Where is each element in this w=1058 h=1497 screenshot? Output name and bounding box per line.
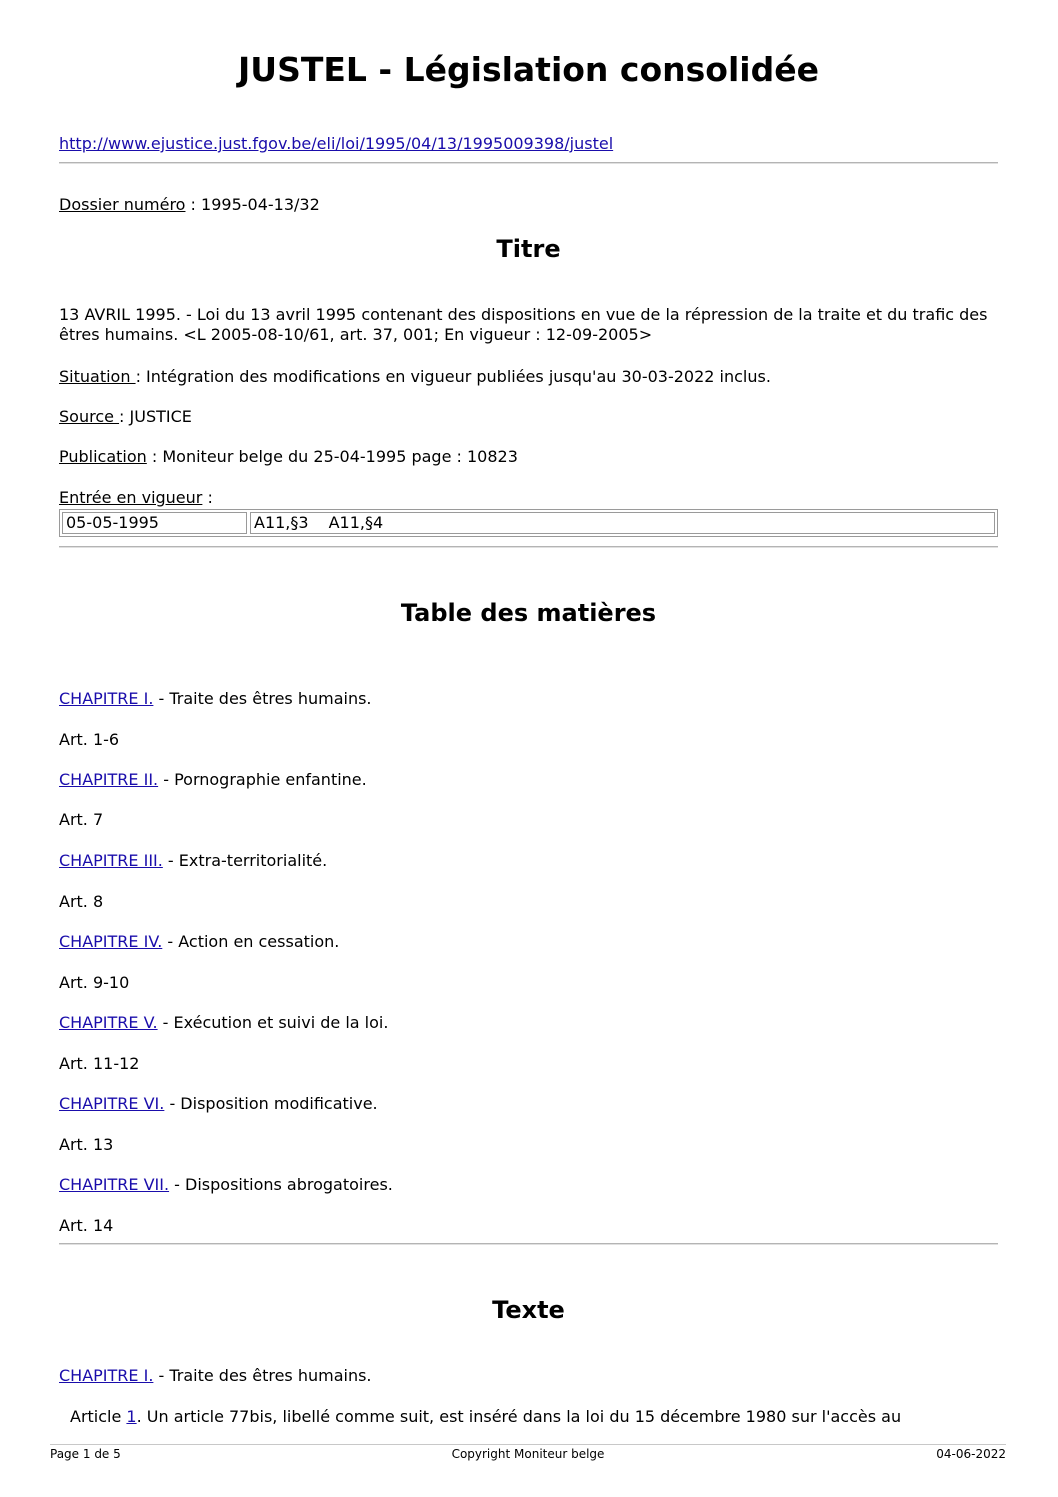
toc-articles: Art. 1-6 bbox=[59, 730, 120, 749]
publication-label: Publication bbox=[59, 447, 147, 466]
toc-entry bbox=[59, 770, 367, 790]
toc-entry bbox=[59, 851, 327, 871]
toc-chapter-title: - Traite des êtres humains. bbox=[153, 689, 372, 708]
situation-value: : Intégration des modifications en vigueur publiées jusqu'au 30-03-2022 inclus. bbox=[135, 367, 771, 386]
toc-articles: Art. 9-10 bbox=[59, 973, 130, 992]
titre-text: 13 AVRIL 1995. - Loi du 13 avril 1995 contenant des dispositions en vue de la répression de la traite et du trafic des êtres humains. <L 2005-08-10/61, art. 37, 001; En vigueur : 12-09-2005> bbox=[59, 305, 988, 344]
divider bbox=[59, 1243, 998, 1245]
eli-url-link[interactable]: http://www.ejustice.just.fgov.be/eli/loi/1995/04/13/1995009398/justel bbox=[59, 134, 614, 153]
toc-articles: Art. 13 bbox=[59, 1135, 114, 1154]
divider bbox=[59, 546, 998, 548]
source-value: : JUSTICE bbox=[119, 407, 192, 426]
titre-heading: Titre bbox=[496, 235, 561, 263]
divider bbox=[59, 162, 998, 164]
dossier-label: Dossier numéro bbox=[59, 195, 186, 214]
entree-en-vigueur-table bbox=[59, 509, 998, 537]
situation-line bbox=[59, 367, 771, 387]
toc-chapter-title: - Pornographie enfantine. bbox=[158, 770, 367, 789]
dossier-line bbox=[59, 195, 320, 215]
page-footer bbox=[50, 1444, 1006, 1466]
entree-en-vigueur-date: 05-05-1995 bbox=[62, 512, 247, 534]
toc-chapter-title: - Extra-territorialité. bbox=[162, 851, 328, 870]
toc-chapter-link[interactable]: CHAPITRE IV. bbox=[59, 932, 163, 951]
texte-chapter-link[interactable]: CHAPITRE I. bbox=[59, 1366, 154, 1385]
toc-entry bbox=[59, 1094, 378, 1114]
toc-entry bbox=[59, 1175, 393, 1195]
toc-chapter-link[interactable]: CHAPITRE III. bbox=[59, 851, 163, 870]
toc-chapter-title: - Exécution et suivi de la loi. bbox=[157, 1013, 389, 1032]
toc-heading: Table des matières bbox=[400, 599, 657, 627]
page-title: JUSTEL - Législation consolidée bbox=[238, 50, 819, 89]
entree-en-vigueur-line bbox=[59, 488, 213, 508]
toc-chapter-link[interactable]: CHAPITRE II. bbox=[59, 770, 159, 789]
texte-chapter-line bbox=[59, 1366, 372, 1386]
dossier-value: : 1995-04-13/32 bbox=[185, 195, 320, 214]
source-label: Source bbox=[59, 407, 120, 426]
article-prefix: Article bbox=[70, 1407, 127, 1426]
toc-chapter-link[interactable]: CHAPITRE VI. bbox=[59, 1094, 165, 1113]
footer-date: 04-06-2022 bbox=[936, 1447, 1006, 1461]
toc-chapter-title: - Action en cessation. bbox=[162, 932, 340, 951]
situation-label: Situation bbox=[59, 367, 136, 386]
source-line bbox=[59, 407, 192, 427]
publication-line bbox=[59, 447, 518, 467]
article-text: . Un article 77bis, libellé comme suit, est inséré dans la loi du 15 décembre 1980 sur l'accès au bbox=[136, 1407, 902, 1426]
entree-en-vigueur-label: Entrée en vigueur bbox=[59, 488, 203, 507]
article-ref: A11,§4 bbox=[328, 513, 384, 532]
toc-chapter-title: - Dispositions abrogatoires. bbox=[169, 1175, 393, 1194]
entree-en-vigueur-suffix: : bbox=[202, 488, 213, 507]
footer-copyright: Copyright Moniteur belge bbox=[451, 1447, 605, 1461]
article-number-link[interactable]: 1 bbox=[126, 1407, 137, 1426]
toc-articles: Art. 11-12 bbox=[59, 1054, 140, 1073]
article-ref: A11,§3 bbox=[254, 513, 309, 532]
toc-articles: Art. 8 bbox=[59, 892, 104, 911]
texte-chapter-title: - Traite des êtres humains. bbox=[153, 1366, 372, 1385]
publication-value: : Moniteur belge du 25-04-1995 page : 10823 bbox=[146, 447, 518, 466]
toc-chapter-link[interactable]: CHAPITRE I. bbox=[59, 689, 154, 708]
toc-chapter-link[interactable]: CHAPITRE V. bbox=[59, 1013, 158, 1032]
toc-articles: Art. 14 bbox=[59, 1216, 114, 1235]
texte-heading: Texte bbox=[492, 1296, 565, 1324]
toc-chapter-title: - Disposition modificative. bbox=[164, 1094, 378, 1113]
footer-page-number: Page 1 de 5 bbox=[50, 1447, 121, 1461]
entree-en-vigueur-articles bbox=[250, 512, 995, 534]
toc-entry bbox=[59, 932, 339, 952]
toc-articles: Art. 7 bbox=[59, 810, 104, 829]
toc-chapter-link[interactable]: CHAPITRE VII. bbox=[59, 1175, 170, 1194]
article-line bbox=[70, 1407, 901, 1427]
toc-entry bbox=[59, 689, 372, 709]
toc-entry bbox=[59, 1013, 388, 1033]
